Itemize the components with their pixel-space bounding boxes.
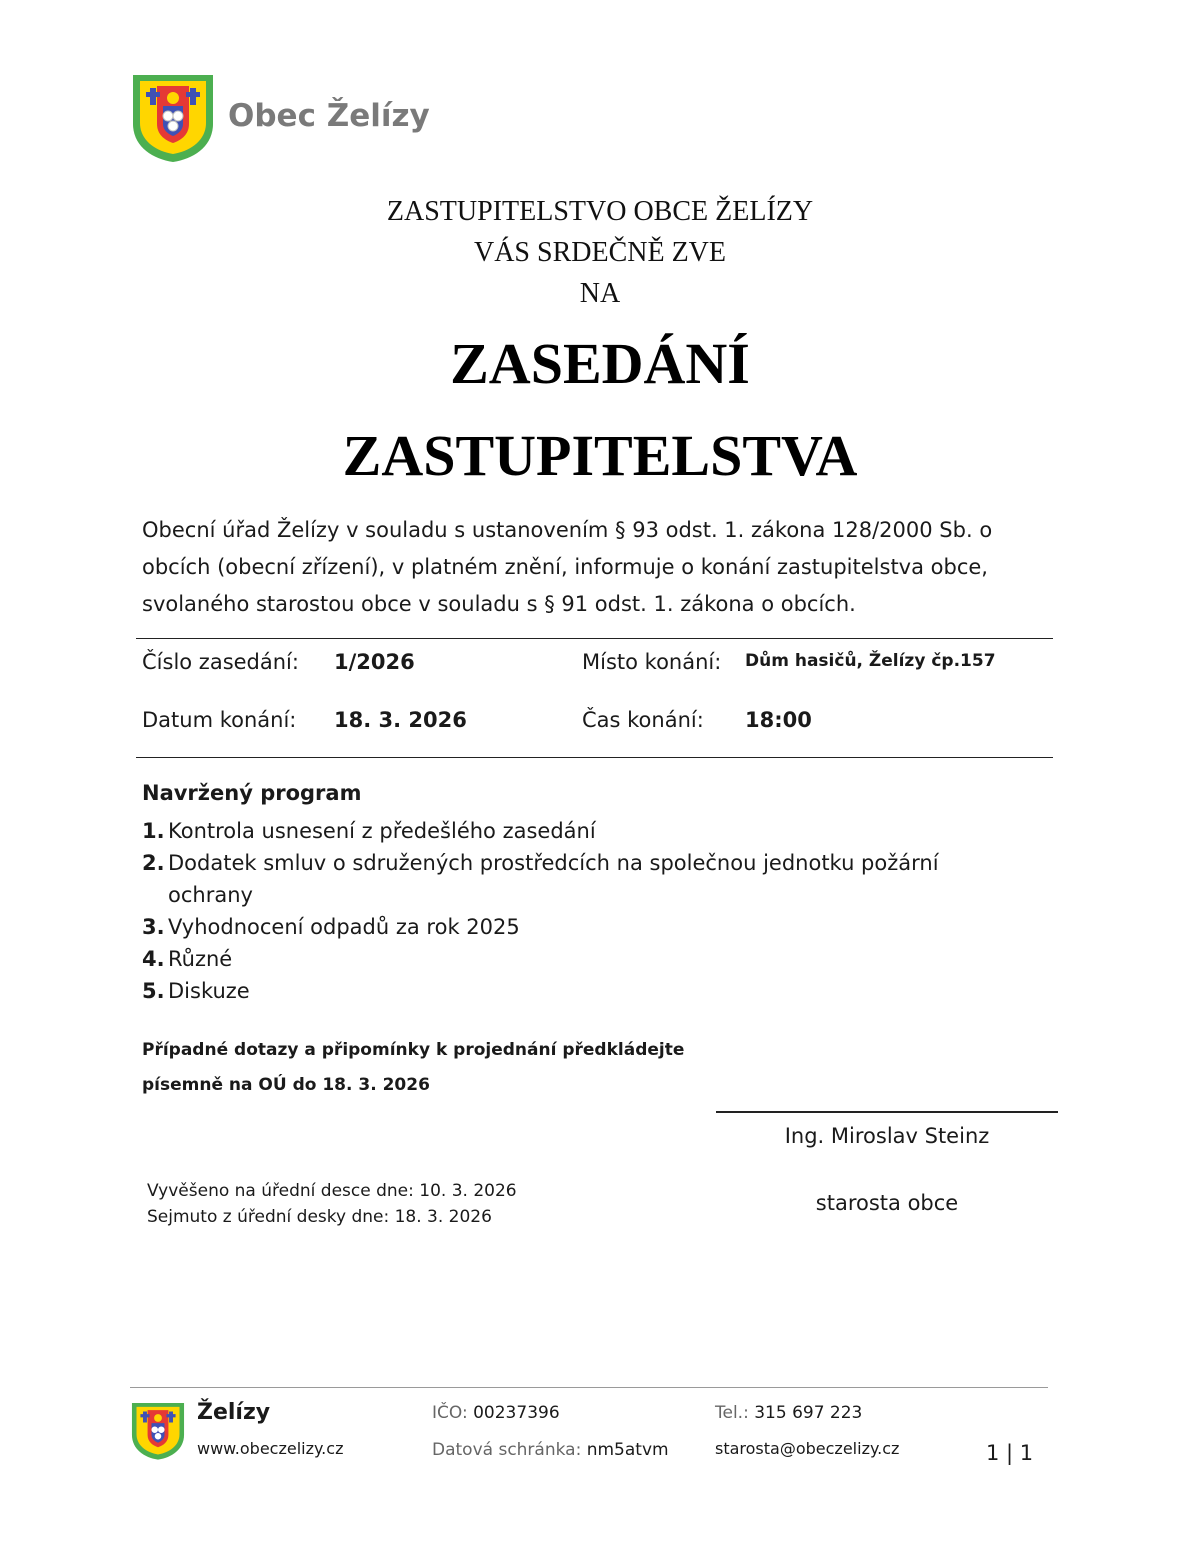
footer-data-box xyxy=(432,1440,669,1460)
footer-website-link[interactable]: www.obeczelizy.cz xyxy=(197,1439,344,1458)
main-title-line-1: ZASEDÁNÍ xyxy=(450,331,750,396)
main-title-line-2: ZASTUPITELSTVA xyxy=(342,423,858,488)
program-item-text: Diskuze xyxy=(168,979,250,1003)
program-item-number: 2. xyxy=(142,851,165,875)
intro-line: obcích (obecní zřízení), v platném znění, informuje o konání zastupitelstva obce, xyxy=(142,555,988,579)
intro-line: Obecní úřad Želízy v souladu s ustanovením § 93 odst. 1. zákona 128/2000 Sb. o xyxy=(142,518,993,542)
invitation-line-2: VÁS SRDEČNĚ ZVE xyxy=(473,237,726,268)
meeting-place-value: Dům hasičů, Želízy čp.157 xyxy=(745,651,996,671)
coat-of-arms-small-logo xyxy=(130,1401,186,1461)
footer-ico-value: 00237396 xyxy=(473,1403,560,1423)
meeting-time-label: Čas konání: xyxy=(582,708,704,732)
program-item xyxy=(142,815,1042,847)
program-item xyxy=(142,911,1042,943)
program-item-number: 4. xyxy=(142,947,165,971)
signatory-role: starosta obce xyxy=(815,1191,959,1215)
meeting-time-value: 18:00 xyxy=(745,708,812,732)
meeting-number-value: 1/2026 xyxy=(334,650,415,674)
questions-note-line-1: Případné dotazy a připomínky k projednání předkládejte xyxy=(142,1040,685,1060)
program-item-number: 5. xyxy=(142,979,165,1003)
program-item-text: Vyhodnocení odpadů za rok 2025 xyxy=(168,915,520,939)
footer-org-name: Želízy xyxy=(197,1400,271,1425)
footer-data-box-value: nm5atvm xyxy=(586,1440,669,1460)
org-name: Obec Želízy xyxy=(228,98,430,134)
footer-phone xyxy=(715,1403,862,1423)
footer-data-box-label: Datová schránka: xyxy=(432,1440,582,1460)
invitation-line-3: NA xyxy=(579,278,621,309)
footer-ico-label: IČO: xyxy=(432,1403,468,1423)
invitation-line-1: ZASTUPITELSTVO OBCE ŽELÍZY xyxy=(386,196,814,227)
questions-note-line-2: písemně na OÚ do 18. 3. 2026 xyxy=(142,1075,430,1095)
intro-line: svolaného starostou obce v souladu s § 91 odst. 1. zákona o obcích. xyxy=(142,592,856,616)
program-item xyxy=(142,975,1042,1007)
signatory-name: Ing. Miroslav Steinz xyxy=(784,1124,990,1148)
program-item-text: Různé xyxy=(168,947,233,971)
intro-paragraph xyxy=(142,512,1042,623)
footer-phone-value: 315 697 223 xyxy=(754,1403,863,1423)
program-list xyxy=(142,815,1042,1007)
page-number: 1 | 1 xyxy=(986,1441,1034,1465)
divider-top xyxy=(136,638,1053,639)
removed-date: Sejmuto z úřední desky dne: 18. 3. 2026 xyxy=(147,1207,492,1227)
footer-email-link[interactable]: starosta@obeczelizy.cz xyxy=(715,1439,900,1458)
meeting-number-label: Číslo zasedání: xyxy=(142,650,299,674)
program-title: Navržený program xyxy=(142,781,362,805)
footer-divider xyxy=(130,1387,1048,1388)
program-item-number: 3. xyxy=(142,915,165,939)
meeting-date-value: 18. 3. 2026 xyxy=(334,708,467,732)
meeting-date-label: Datum konání: xyxy=(142,708,297,732)
program-item-text: Dodatek smluv o sdružených prostředcích na společnou jednotku požární ochrany xyxy=(168,851,939,907)
divider-bottom xyxy=(136,757,1053,758)
program-item xyxy=(142,847,1008,911)
coat-of-arms-logo xyxy=(130,72,216,164)
meeting-place-label: Místo konání: xyxy=(582,650,722,674)
program-item-text: Kontrola usnesení z předešlého zasedání xyxy=(168,819,596,843)
footer-phone-label: Tel.: xyxy=(715,1403,749,1423)
footer-ico xyxy=(432,1403,560,1423)
posted-date: Vyvěšeno na úřední desce dne: 10. 3. 2026 xyxy=(147,1181,517,1201)
program-item-number: 1. xyxy=(142,819,165,843)
signature-line xyxy=(716,1111,1058,1113)
program-item xyxy=(142,943,1042,975)
